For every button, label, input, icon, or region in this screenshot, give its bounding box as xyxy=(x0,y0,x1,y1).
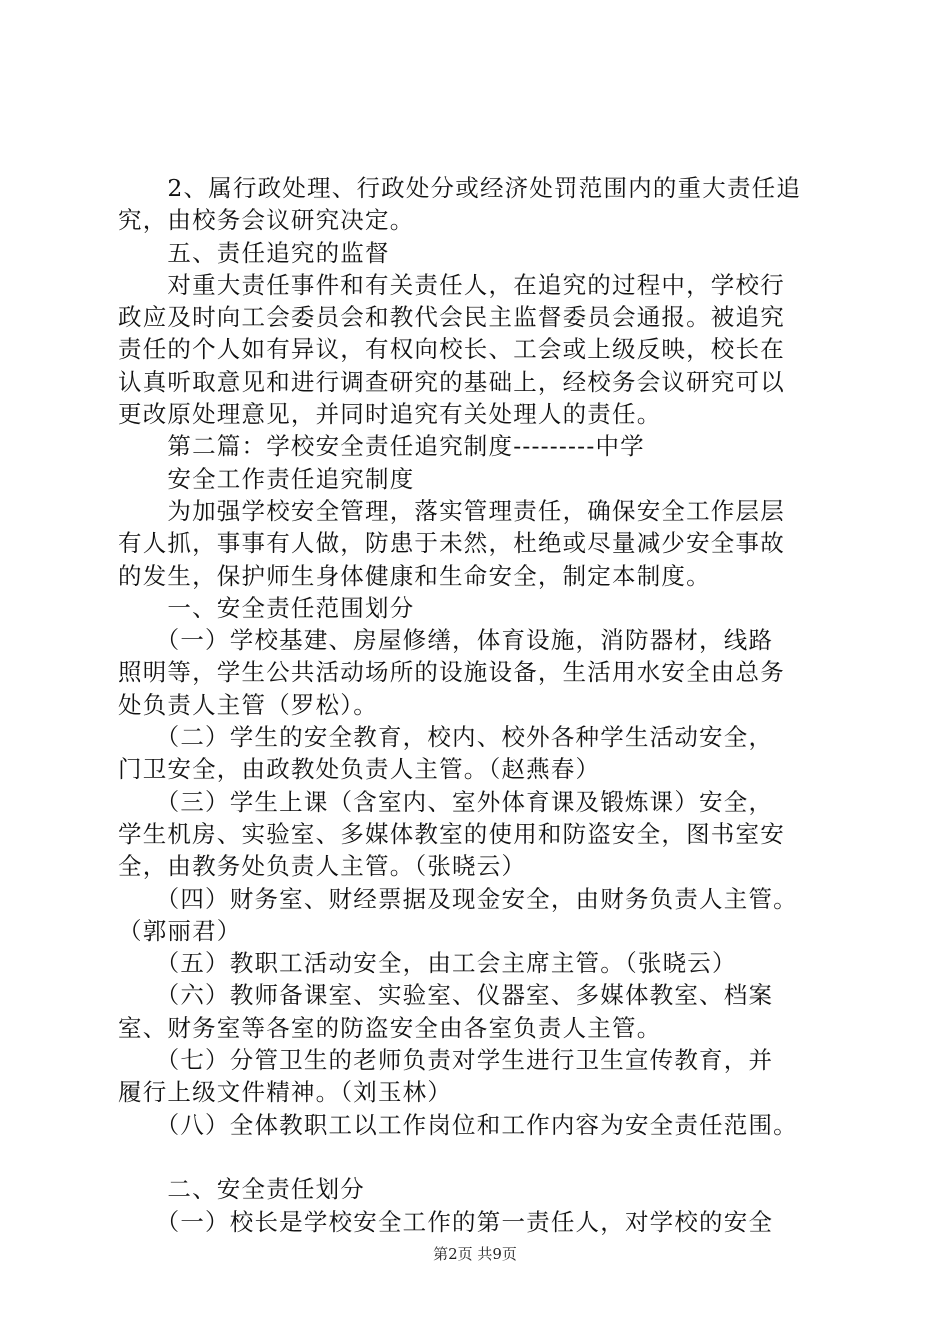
text-line: 对重大责任事件和有关责任人，在追究的过程中，学校行 xyxy=(118,270,785,299)
document-body xyxy=(118,172,838,1238)
chapter-heading: 第二篇：学校安全责任追究制度---------中学 xyxy=(118,432,645,461)
text-line: （三）学生上课（含室内、室外体育课及锻炼课）安全， xyxy=(118,787,774,816)
text-line: 照明等，学生公共活动场所的设施设备，生活用水安全由总务 xyxy=(118,658,785,687)
text-line: 更改原处理意见，并同时追究有关处理人的责任。 xyxy=(118,400,662,429)
text-line: （一）校长是学校安全工作的第一责任人，对学校的安全 xyxy=(118,1207,774,1236)
text-line: 责任的个人如有异议，有权向校长、工会或上级反映，校长在 xyxy=(118,335,785,364)
text-line: 全，由教务处负责人主管。（张晓云） xyxy=(118,852,527,881)
text-line: 处负责人主管（罗松）。 xyxy=(118,690,378,719)
text-line: （二）学生的安全教育，校内、校外各种学生活动安全， xyxy=(118,723,774,752)
text-line: （郭丽君） xyxy=(118,916,242,945)
text-line: （八）全体教职工以工作岗位和工作内容为安全责任范围。 xyxy=(118,1110,798,1139)
text-line: （五）教职工活动安全，由工会主席主管。（张晓云） xyxy=(118,949,737,978)
blank-line xyxy=(118,1141,838,1173)
text-line: （七）分管卫生的老师负责对学生进行卫生宣传教育，并 xyxy=(118,1046,774,1075)
section-heading: 一、安全责任范围划分 xyxy=(118,593,415,622)
text-line: （一）学校基建、房屋修缮，体育设施，消防器材，线路 xyxy=(118,626,774,655)
text-line: （六）教师备课室、实验室、仪器室、多媒体教室、档案 xyxy=(118,981,774,1010)
page-number-label: 第2页 共9页 xyxy=(433,1245,517,1263)
text-line: 究，由校务会议研究决定。 xyxy=(118,206,415,235)
page-footer xyxy=(0,1244,950,1264)
text-line: 有人抓，事事有人做，防患于未然，杜绝或尽量减少安全事故 xyxy=(118,529,785,558)
text-line: 学生机房、实验室、多媒体教室的使用和防盗安全，图书室安 xyxy=(118,819,785,848)
text-line: 政应及时向工会委员会和教代会民主监督委员会通报。被追究 xyxy=(118,303,785,332)
text-line: 室、财务室等各室的防盗安全由各室负责人主管。 xyxy=(118,1013,662,1042)
document-title: 安全工作责任追究制度 xyxy=(118,464,415,493)
text-line: （四）财务室、财经票据及现金安全，由财务负责人主管。 xyxy=(118,884,798,913)
text-line: 的发生，保护师生身体健康和生命安全，制定本制度。 xyxy=(118,561,711,590)
section-heading: 二、安全责任划分 xyxy=(118,1175,365,1204)
text-line: 2、属行政处理、行政处分或经济处罚范围内的重大责任追 xyxy=(118,174,802,202)
text-line: 门卫安全，由政教处负责人主管。（赵燕春） xyxy=(118,755,601,784)
text-line: 认真听取意见和进行调查研究的基础上，经校务会议研究可以 xyxy=(118,367,785,396)
text-line: 履行上级文件精神。（刘玉林） xyxy=(118,1078,453,1107)
text-line: 为加强学校安全管理，落实管理责任，确保安全工作层层 xyxy=(118,496,785,525)
section-heading: 五、责任追究的监督 xyxy=(118,238,390,267)
